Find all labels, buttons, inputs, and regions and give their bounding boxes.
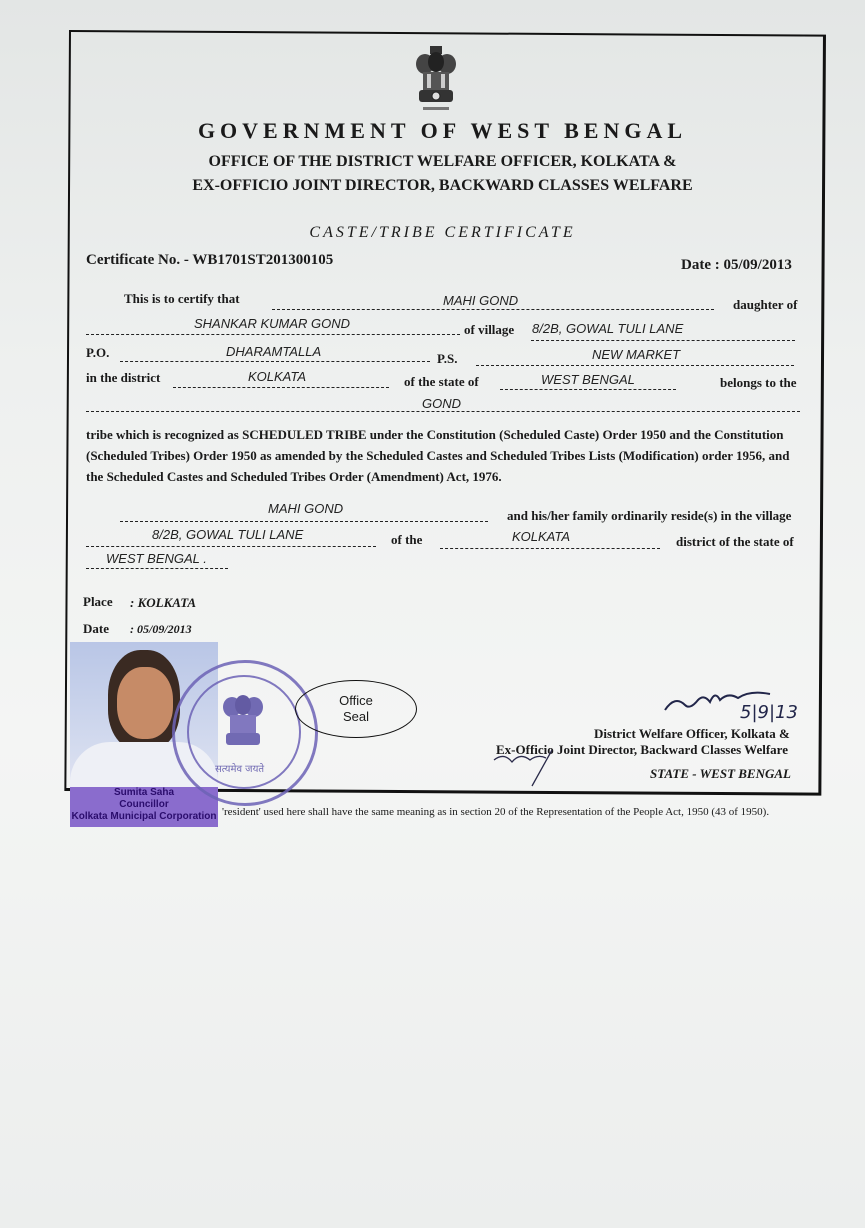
seal-motto: सत्यमेव जयते bbox=[215, 764, 265, 775]
seal-emblem-icon bbox=[220, 691, 266, 751]
state-line bbox=[500, 389, 676, 390]
resident-state-line bbox=[86, 568, 228, 569]
resident-village-value: 8/2B, GOWAL TULI LANE bbox=[152, 527, 304, 542]
certificate-date bbox=[681, 257, 792, 274]
signatory-state: STATE - WEST BENGAL bbox=[650, 766, 791, 781]
state-label: of the state of bbox=[404, 374, 479, 389]
office-line-2: EX-OFFICIO JOINT DIRECTOR, BACKWARD CLASSES WELFARE bbox=[192, 177, 693, 194]
initials-signature bbox=[492, 742, 562, 790]
name-value: MAHI GOND bbox=[443, 293, 519, 308]
resident-district-line bbox=[440, 548, 660, 549]
place-value: : KOLKATA bbox=[130, 595, 197, 610]
stamp-line-1: Sumita Saha bbox=[113, 787, 175, 798]
district-state-label: district of the state of bbox=[676, 534, 794, 549]
father-line bbox=[86, 334, 460, 335]
certificate-number-label: Certificate No. - bbox=[86, 252, 193, 268]
office-seal-oval bbox=[295, 680, 417, 738]
certify-label: This is to certify that bbox=[124, 291, 240, 306]
po-value: DHARAMTALLA bbox=[226, 344, 322, 359]
village-value: 8/2B, GOWAL TULI LANE bbox=[532, 321, 684, 336]
village-line bbox=[531, 340, 795, 341]
recognition-paragraph: tribe which is recognized as SCHEDULED TRIBE under the Constitution (Scheduled Caste) Order 1950 and the Constitution (Scheduled Tribes) Order 1950 as amended by the Scheduled Castes and Scheduled Tribes Lists (Modification) order 1956, and the Scheduled Castes and Scheduled Tribes Order (Amendment) Act, 1976. bbox=[86, 427, 790, 484]
stamp-line-3: Kolkata Municipal Corporation bbox=[71, 811, 217, 822]
resident-name-value: MAHI GOND bbox=[268, 501, 344, 516]
reside-label: and his/her family ordinarily reside(s) in the village bbox=[507, 508, 792, 523]
footer-date-label: Date bbox=[83, 621, 109, 636]
belongs-label: belongs to the bbox=[720, 375, 797, 390]
certificate-title: CASTE/TRIBE CERTIFICATE bbox=[309, 224, 576, 241]
footer-date-value: : 05/09/2013 bbox=[130, 622, 192, 636]
date-value: 05/09/2013 bbox=[723, 257, 792, 273]
office-seal-line-1: Office bbox=[339, 693, 373, 708]
father-value: SHANKAR KUMAR GOND bbox=[194, 316, 351, 331]
signatory-line-1: District Welfare Officer, Kolkata & bbox=[594, 726, 790, 741]
po-label: P.O. bbox=[86, 345, 110, 360]
national-emblem-icon bbox=[413, 44, 459, 118]
ps-label: P.S. bbox=[437, 351, 458, 366]
resident-district-value: KOLKATA bbox=[512, 529, 571, 544]
state-value: WEST BENGAL bbox=[541, 372, 635, 387]
ps-line bbox=[476, 365, 794, 366]
tribe-line bbox=[86, 411, 800, 412]
stamp-line-2: Councillor bbox=[119, 799, 169, 810]
po-line bbox=[120, 361, 430, 362]
government-title: GOVERNMENT OF WEST BENGAL bbox=[197, 118, 688, 143]
footnote: 'resident' used here shall have the same meaning as in section 20 of the Representation of the People Act, 1950 (43 of 1950). bbox=[222, 806, 770, 818]
ps-value: NEW MARKET bbox=[592, 347, 681, 362]
officer-signature bbox=[660, 680, 810, 726]
resident-state-value: WEST BENGAL . bbox=[106, 551, 207, 566]
office-seal-line-2: Seal bbox=[342, 709, 370, 724]
resident-village-line bbox=[86, 546, 376, 547]
signatory-line-2: Ex-Officio Joint Director, Backward Classes Welfare bbox=[496, 742, 788, 757]
date-label: Date : bbox=[681, 257, 724, 273]
daughter-label: daughter of bbox=[733, 297, 798, 312]
name-line bbox=[272, 309, 714, 310]
district-value: KOLKATA bbox=[248, 369, 307, 384]
of-the-label: of the bbox=[391, 532, 423, 547]
councillor-stamp bbox=[70, 787, 218, 827]
village-label: of village bbox=[464, 322, 515, 337]
photo-face bbox=[117, 667, 173, 739]
office-line-1: OFFICE OF THE DISTRICT WELFARE OFFICER, KOLKATA & bbox=[208, 153, 677, 170]
place-label: Place bbox=[83, 594, 113, 609]
district-line bbox=[173, 387, 389, 388]
svg-text:5|9|13: 5|9|13 bbox=[740, 702, 798, 723]
resident-name-line bbox=[120, 521, 488, 522]
official-seal bbox=[172, 660, 318, 806]
certificate-number bbox=[86, 252, 333, 269]
district-label: in the district bbox=[86, 370, 161, 385]
certificate-number-value: WB1701ST201300105 bbox=[192, 252, 334, 268]
tribe-value: GOND bbox=[422, 396, 461, 411]
